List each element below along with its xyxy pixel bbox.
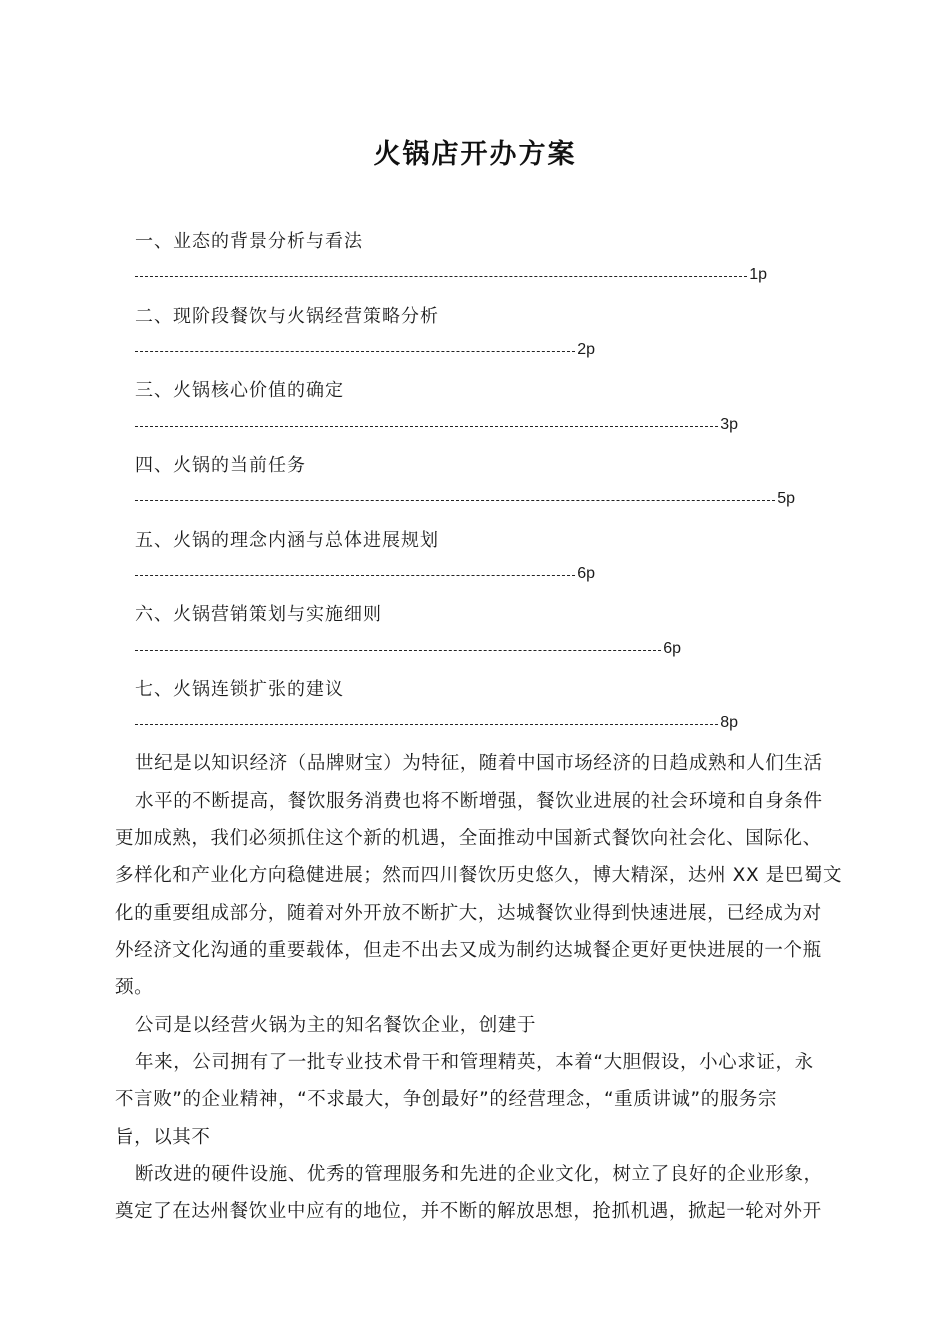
toc-leader xyxy=(135,563,595,585)
toc-item-label: 二、现阶段餐饮与火锅经营策略分析 xyxy=(135,306,439,327)
toc-page-number: 1p xyxy=(749,266,767,283)
toc-leader xyxy=(135,488,795,510)
paragraph-line: 颈。 xyxy=(115,977,154,998)
paragraph-line: 旨，以其不 xyxy=(115,1127,211,1148)
paragraph-line: 不言败”的企业精神，“不求最大，争创最好”的经营理念，“重质讲诚”的服务宗 xyxy=(115,1089,778,1110)
paragraph-line: 断改进的硬件设施、优秀的管理服务和先进的企业文化，树立了良好的企业形象， xyxy=(135,1164,823,1185)
paragraph-line: 外经济文化沟通的重要载体，但走不出去又成为制约达城餐企更好更快进展的一个瓶 xyxy=(115,940,822,961)
dotted-leader xyxy=(135,500,775,501)
toc-page-number: 8p xyxy=(720,714,738,731)
dotted-leader xyxy=(135,276,747,277)
toc-leader xyxy=(135,638,681,660)
dotted-leader xyxy=(135,724,718,725)
dotted-leader xyxy=(135,351,575,352)
toc-leader xyxy=(135,414,738,436)
paragraph-line: 水平的不断提高，餐饮服务消费也将不断增强，餐饮业进展的社会环境和自身条件 xyxy=(135,791,823,812)
paragraph-line: 多样化和产业化方向稳健进展；然而四川餐饮历史悠久，博大精深，达州 XX 是巴蜀文 xyxy=(115,865,843,886)
dotted-leader xyxy=(135,426,718,427)
toc-item-label: 一、业态的背景分析与看法 xyxy=(135,231,363,252)
paragraph-line: 世纪是以知识经济（品牌财宝）为特征，随着中国市场经济的日趋成熟和人们生活 xyxy=(135,753,823,774)
toc-page-number: 6p xyxy=(663,640,681,657)
toc-item-label: 三、火锅核心价值的确定 xyxy=(135,380,344,401)
toc-page-number: 5p xyxy=(777,490,795,507)
toc-leader xyxy=(135,712,738,734)
dotted-leader xyxy=(135,650,661,651)
toc-page-number: 6p xyxy=(577,565,595,582)
paragraph-line: 年来，公司拥有了一批专业技术骨干和管理精英，本着“大胆假设，小心求证，永 xyxy=(135,1052,814,1073)
toc-page-number: 3p xyxy=(720,416,738,433)
paragraph-line: 更加成熟，我们必须抓住这个新的机遇，全面推动中国新式餐饮向社会化、国际化、 xyxy=(115,828,822,849)
toc-item-label: 五、火锅的理念内涵与总体进展规划 xyxy=(135,530,439,551)
paragraph-line: 奠定了在达州餐饮业中应有的地位，并不断的解放思想，抢抓机遇，掀起一轮对外开 xyxy=(115,1201,822,1222)
toc-item-label: 六、火锅营销策划与实施细则 xyxy=(135,604,382,625)
dotted-leader xyxy=(135,575,575,576)
toc-item-label: 七、火锅连锁扩张的建议 xyxy=(135,679,344,700)
toc-leader xyxy=(135,264,767,286)
toc-leader xyxy=(135,339,595,361)
paragraph-line: 化的重要组成部分，随着对外开放不断扩大，达城餐饮业得到快速进展，已经成为对 xyxy=(115,903,822,924)
toc-item-label: 四、火锅的当前任务 xyxy=(135,455,306,476)
document-title: 火锅店开办方案 xyxy=(373,139,577,170)
toc-page-number: 2p xyxy=(577,341,595,358)
paragraph-line: 公司是以经营火锅为主的知名餐饮企业，创建于 xyxy=(135,1015,537,1036)
